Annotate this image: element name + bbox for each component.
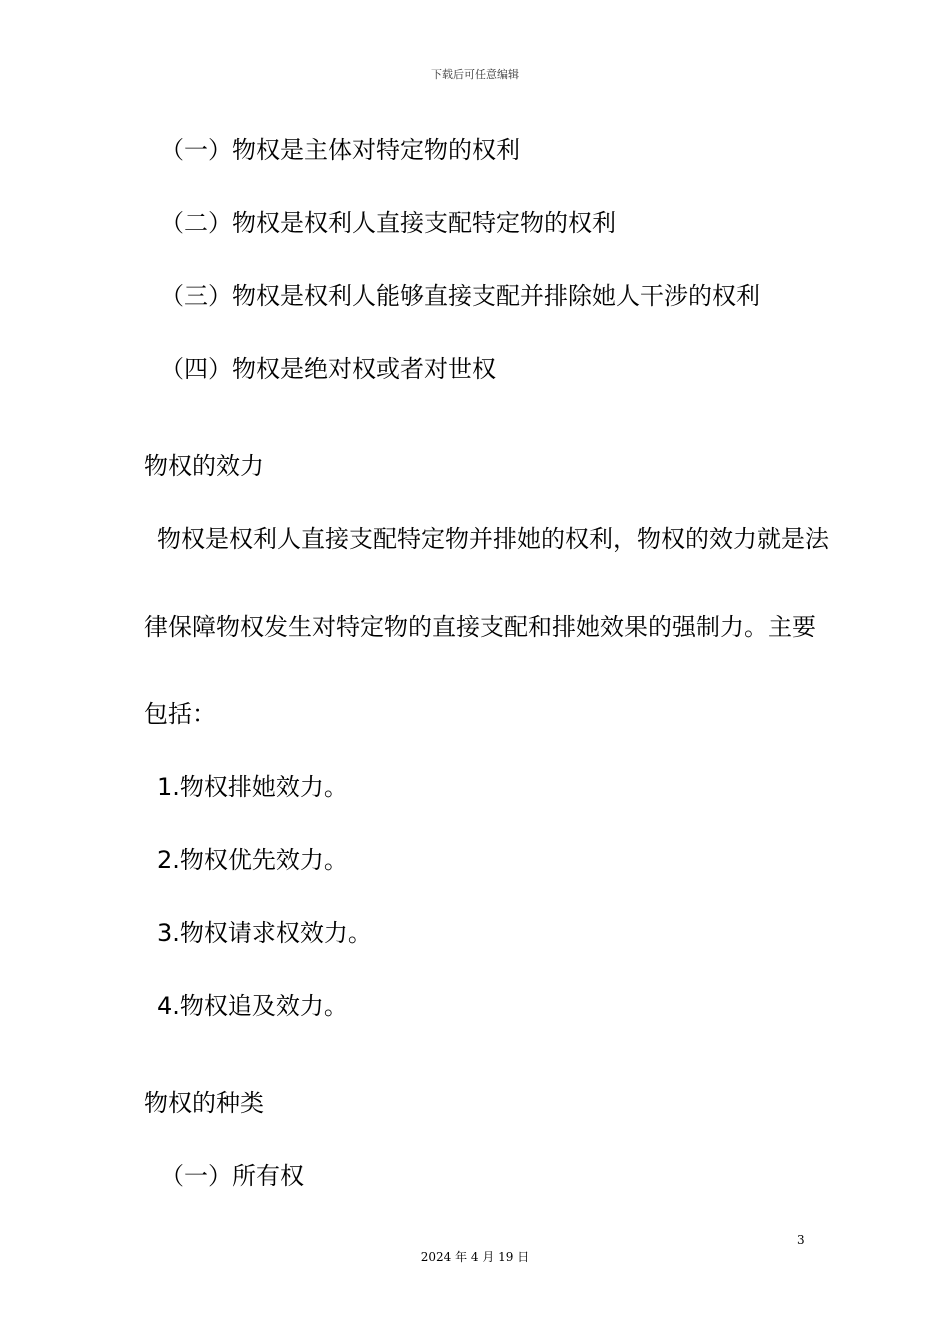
list-item: 2.物权优先效力。 <box>157 846 348 874</box>
list-item: （一）物权是主体对特定物的权利 <box>160 136 520 164</box>
list-item: 3.物权请求权效力。 <box>157 919 372 947</box>
list-item: （二）物权是权利人直接支配特定物的权利 <box>160 209 616 237</box>
paragraph-line: 物权是权利人直接支配特定物并排她的权利，物权的效力就是法 <box>157 525 829 553</box>
list-item: （一）所有权 <box>160 1162 304 1190</box>
list-item: （四）物权是绝对权或者对世权 <box>160 355 496 383</box>
footer-date: 2024 年 4 月 19 日 <box>420 1250 530 1264</box>
paragraph-line: 律保障物权发生对特定物的直接支配和排她效果的强制力。主要 <box>144 613 816 641</box>
section-heading-types: 物权的种类 <box>144 1089 264 1117</box>
paragraph-line: 包括： <box>144 700 216 728</box>
section-heading-effect: 物权的效力 <box>144 452 264 480</box>
list-item: 1.物权排她效力。 <box>157 773 348 801</box>
page-header: 下载后可任意编辑 <box>431 68 519 81</box>
list-item: （三）物权是权利人能够直接支配并排除她人干涉的权利 <box>160 282 760 310</box>
list-item: 4.物权追及效力。 <box>157 992 348 1020</box>
page-number: 3 <box>797 1233 805 1247</box>
